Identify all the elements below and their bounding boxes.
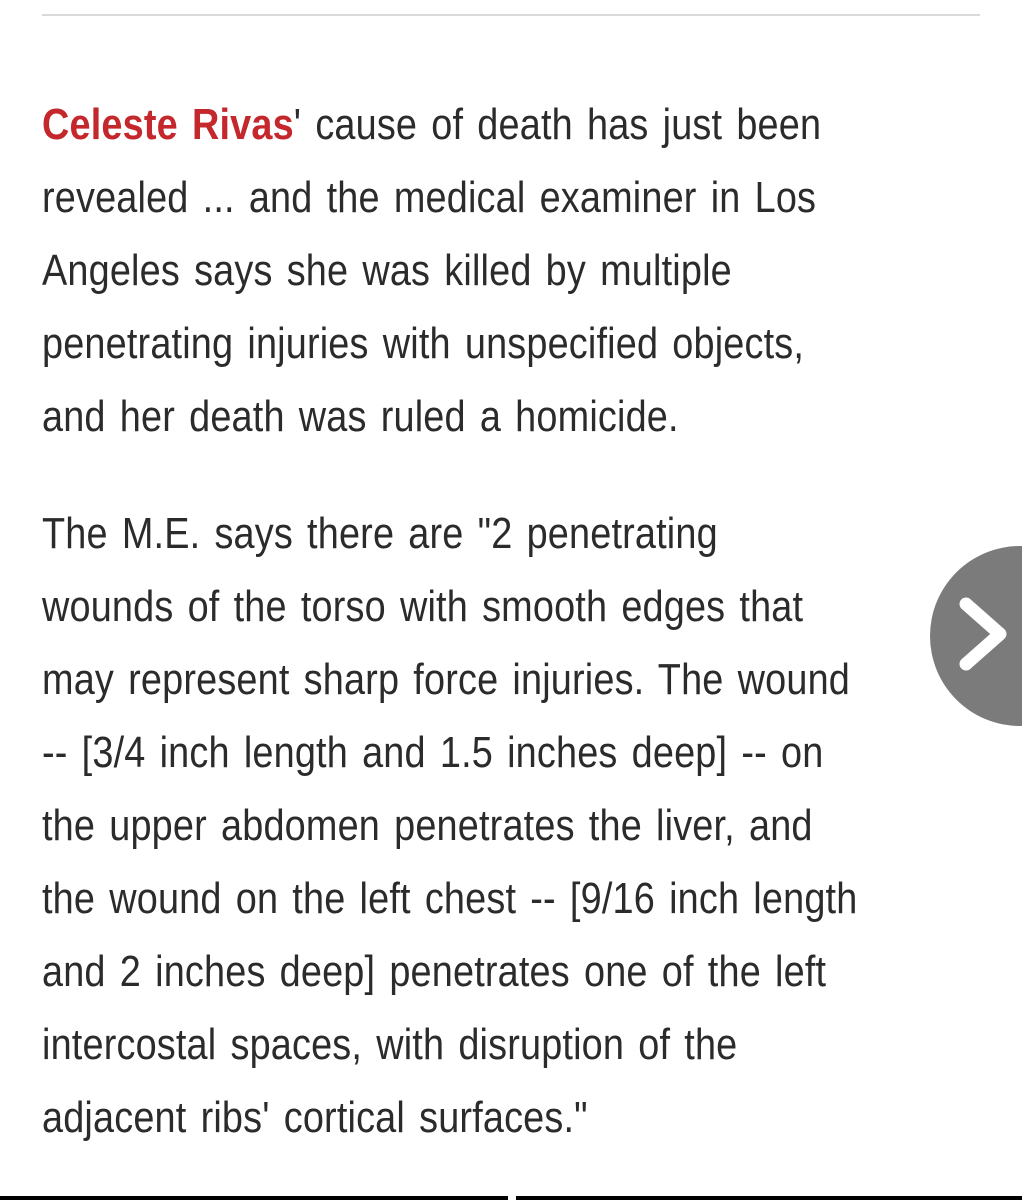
bottom-divider-right [516,1196,1022,1200]
chevron-right-icon [956,596,1012,672]
bottom-divider-left [0,1196,508,1200]
paragraph-1-text: ' cause of death has just been revealed ... and the medical examiner in Los Angeles says she was killed by multiple penetrating injuries with unspecified objects, and her death was ruled a homicide. [42,100,822,441]
celeste-rivas-link[interactable]: Celeste Rivas [42,100,294,149]
article-body [42,88,859,1154]
top-divider [42,14,980,16]
next-slide-button[interactable] [930,546,1022,726]
article-paragraph-1 [42,88,859,453]
article-paragraph-2 [42,497,859,1154]
paragraph-2-text: The M.E. says there are "2 penetrating wounds of the torso with smooth edges that may represent sharp force injuries. The wound -- [3/4 inch length and 1.5 inches deep] -- on the upper abdomen penetrates the liver, and the wound on the left chest -- [9/16 inch length and 2 inches deep] penetrates one of the left intercostal spaces, with disruption of the adjacent ribs' cortical surfaces." [42,509,858,1142]
